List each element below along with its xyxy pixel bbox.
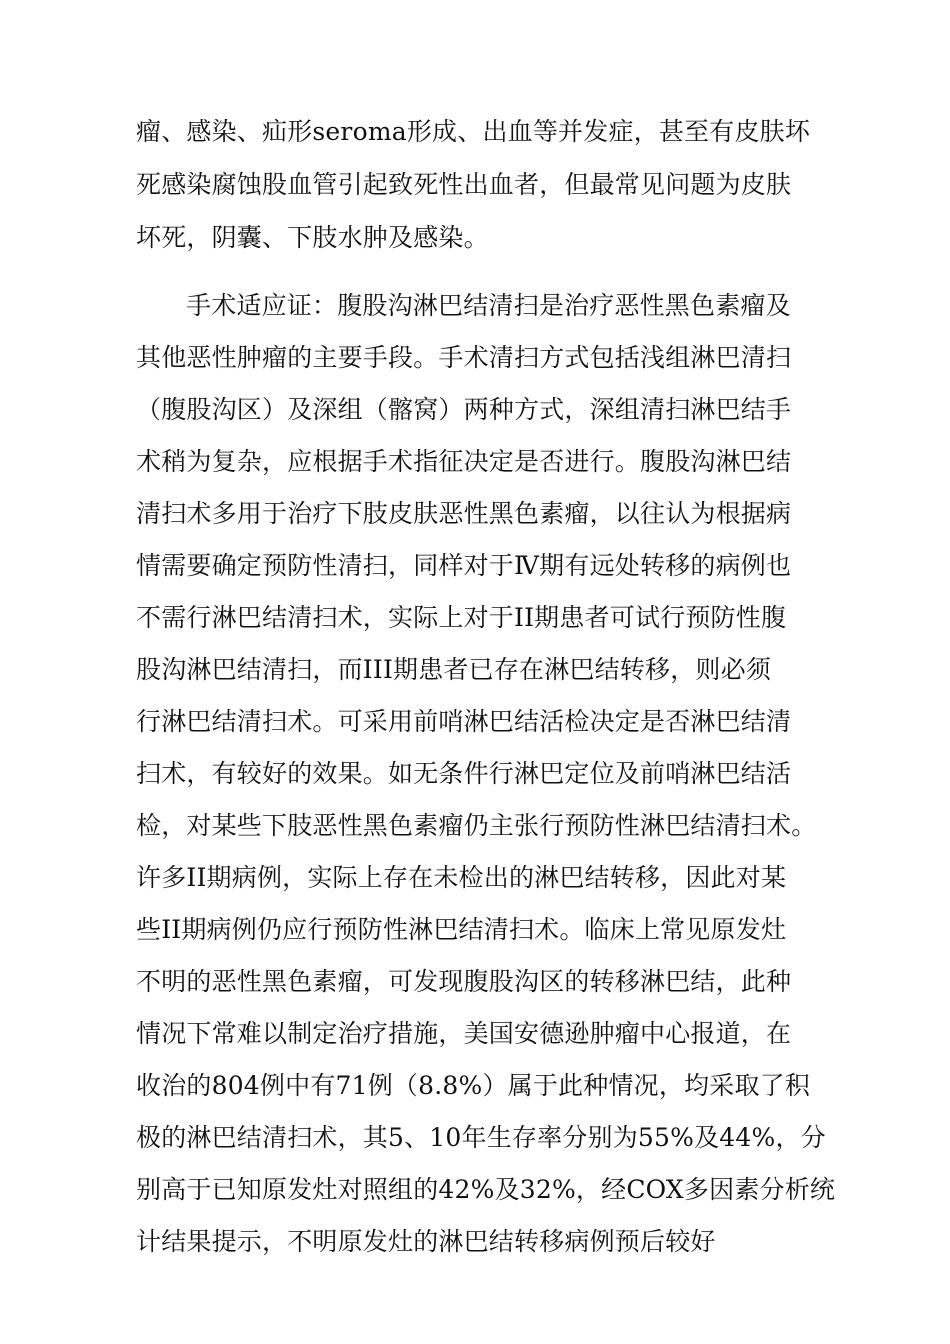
text-line: 术稍为复杂，应根据手术指征决定是否进行。腹股沟淋巴结 — [136, 447, 792, 476]
text-line: 坏死，阴囊、下肢水肿及感染。 — [136, 223, 489, 252]
text-line: 股沟淋巴结清扫，而III期患者已存在淋巴结转移，则必须 — [136, 655, 772, 684]
text-line: 手术适应证：腹股沟淋巴结清扫是治疗恶性黑色素瘤及 — [186, 291, 791, 320]
text-line: 些II期病例仍应行预防性淋巴结清扫术。临床上常见原发灶 — [136, 915, 787, 944]
text-line: 情需要确定预防性清扫，同样对于Ⅳ期有远处转移的病例也 — [136, 551, 792, 580]
text-line: 极的淋巴结清扫术，其5、10年生存率分别为55%及44%，分 — [136, 1123, 826, 1152]
text-line: 许多II期病例，实际上存在未检出的淋巴结转移，因此对某 — [136, 863, 787, 892]
text-line: 不需行淋巴结清扫术，实际上对于II期患者可试行预防性腹 — [136, 603, 787, 632]
text-line: 扫术，有较好的效果。如无条件行淋巴定位及前哨淋巴结活 — [136, 759, 792, 788]
text-line: 清扫术多用于治疗下肢皮肤恶性黑色素瘤，以往认为根据病 — [136, 499, 792, 528]
text-line: 不明的恶性黑色素瘤，可发现腹股沟区的转移淋巴结，此种 — [136, 967, 792, 996]
text-line: 死感染腐蚀股血管引起致死性出血者，但最常见问题为皮肤 — [136, 170, 792, 199]
text-line: 行淋巴结清扫术。可采用前哨淋巴结活检决定是否淋巴结清 — [136, 707, 792, 736]
text-line: 检，对某些下肢恶性黑色素瘤仍主张行预防性淋巴结清扫术。 — [136, 811, 817, 840]
text-line: （腹股沟区）及深组（髂窝）两种方式，深组清扫淋巴结手 — [136, 395, 792, 424]
text-line: 别高于已知原发灶对照组的42%及32%，经COX多因素分析统 — [136, 1175, 836, 1204]
text-line: 收治的804例中有71例（8.8%）属于此种情况，均采取了积 — [136, 1071, 811, 1100]
text-line: 情况下常难以制定治疗措施，美国安德逊肿瘤中心报道，在 — [136, 1019, 792, 1048]
text-line: 瘤、感染、疝形seroma形成、出血等并发症，甚至有皮肤坏 — [136, 117, 811, 146]
text-line: 其他恶性肿瘤的主要手段。手术清扫方式包括浅组淋巴清扫 — [136, 343, 792, 372]
text-line: 计结果提示，不明原发灶的淋巴结转移病例预后较好 — [136, 1227, 716, 1256]
